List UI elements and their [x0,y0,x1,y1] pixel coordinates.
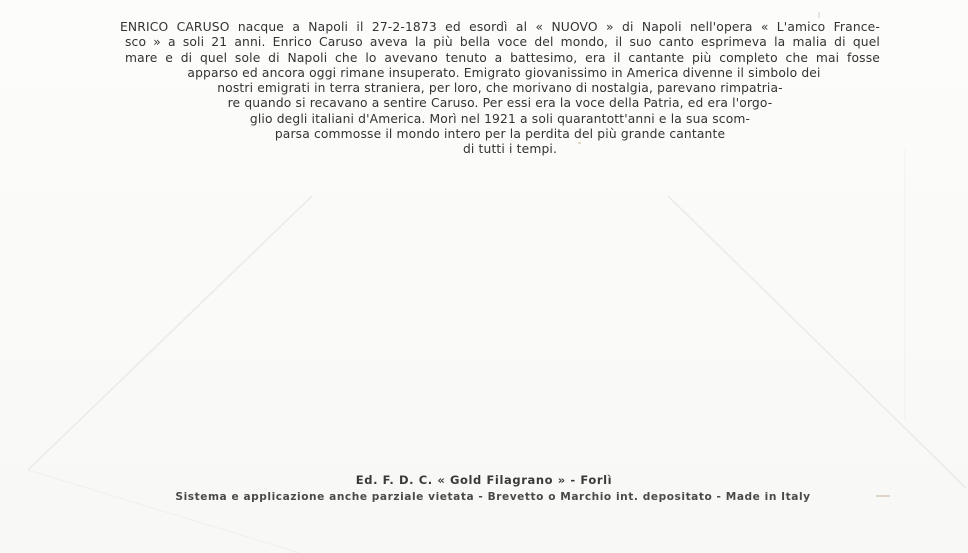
right-flap-crease [668,196,966,488]
bio-line: parsa commosse il mondo intero per la perdita del più grande cantante [274,127,726,142]
left-flap-crease [28,196,312,470]
publisher-credit: Ed. F. D. C. « Gold Filagrano » - Forlì [355,473,613,487]
paper-speck [818,12,820,18]
paper-speck [578,142,581,144]
caruso-biography-text [120,20,880,158]
bio-line: sco » a soli 21 anni. Enrico Caruso aveva la più bella voce del mondo, il suo canto esprimeva la malia di quel [125,35,880,50]
copyright-notice: Sistema e applicazione anche parziale vietata - Brevetto o Marchio int. depositato - Made in Italy [175,491,811,503]
bio-line: nostri emigrati in terra straniera, per loro, che morivano di nostalgia, parevano rimpatria- [217,81,783,96]
bio-line: glio degli italiani d'America. Morì nel 1921 a soli quarantott'anni e la sua scom- [249,111,751,126]
paper-speck [876,495,890,497]
bio-line: mare e di quel sole di Napoli che lo avevano tenuto a battesimo, era il cantante più completo che mai fosse [125,50,880,65]
bio-line: apparso ed ancora oggi rimane insuperato. Emigrato giovanissimo in America divenne il simbolo dei [187,65,821,80]
bio-line: re quando si recavano a sentire Caruso. Per essi era la voce della Patria, ed era l'orgo- [227,96,773,111]
bio-line: ENRICO CARUSO nacque a Napoli il 27-2-1873 ed esordì al « NUOVO » di Napoli nell'opera « L'amico France- [120,20,880,34]
bio-line: di tutti i tempi. [462,142,558,157]
